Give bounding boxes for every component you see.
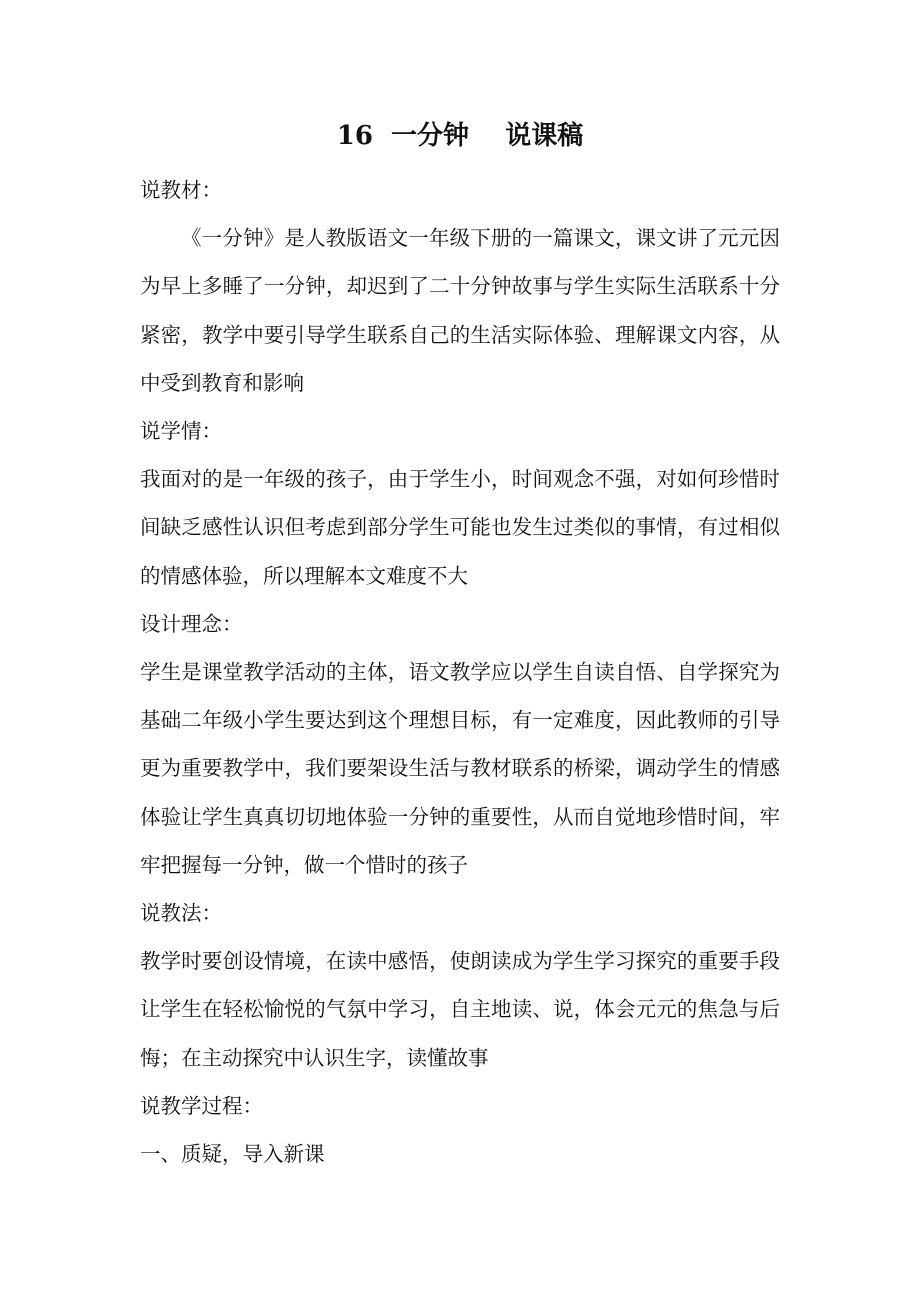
- document-body: [140, 166, 780, 1178]
- section-heading-students: 说学情：: [140, 419, 222, 444]
- paragraph-method: 教学时要创设情境，在读中感悟，使朗读成为学生学习探究的重要手段让学生在轻松愉悦的气氛中学习，自主地读、说，体会元元的焦急与后悔；在主动探究中认识生字，读懂故事: [140, 949, 780, 1070]
- paragraph-process-step-1: 一、质疑，导入新课: [140, 1142, 325, 1167]
- paragraph-students: 我面对的是一年级的孩子，由于学生小，时间观念不强，对如何珍惜时间缺乏感性认识但考虑到部分学生可能也发生过类似的事情，有过相似的情感体验，所以理解本文难度不大: [140, 467, 780, 588]
- paragraph-design: 学生是课堂教学活动的主体，语文教学应以学生自读自悟、自学探究为基础二年级小学生要达到这个理想目标，有一定难度，因此教师的引导更为重要教学中，我们要架设生活与教材联系的桥梁，调动学生的情感体验让学生真真切切地体验一分钟的重要性，从而自觉地珍惜时间，牢牢把握每一分钟，做一个惜时的孩子: [140, 660, 780, 877]
- paragraph-textbook: 《一分钟》是人教版语文一年级下册的一篇课文，课文讲了元元因为早上多睡了一分钟，却迟到了二十分钟故事与学生实际生活联系十分紧密，教学中要引导学生联系自己的生活实际体验、理解课文内容，从中受到教育和影响: [140, 226, 780, 395]
- section-heading-process: 说教学过程：: [140, 1093, 263, 1118]
- section-heading-design: 设计理念：: [140, 611, 243, 636]
- section-heading-method: 说教法：: [140, 901, 222, 926]
- document-title: 16 一分钟 说课稿: [336, 121, 584, 151]
- section-heading-textbook: 说教材：: [140, 178, 222, 202]
